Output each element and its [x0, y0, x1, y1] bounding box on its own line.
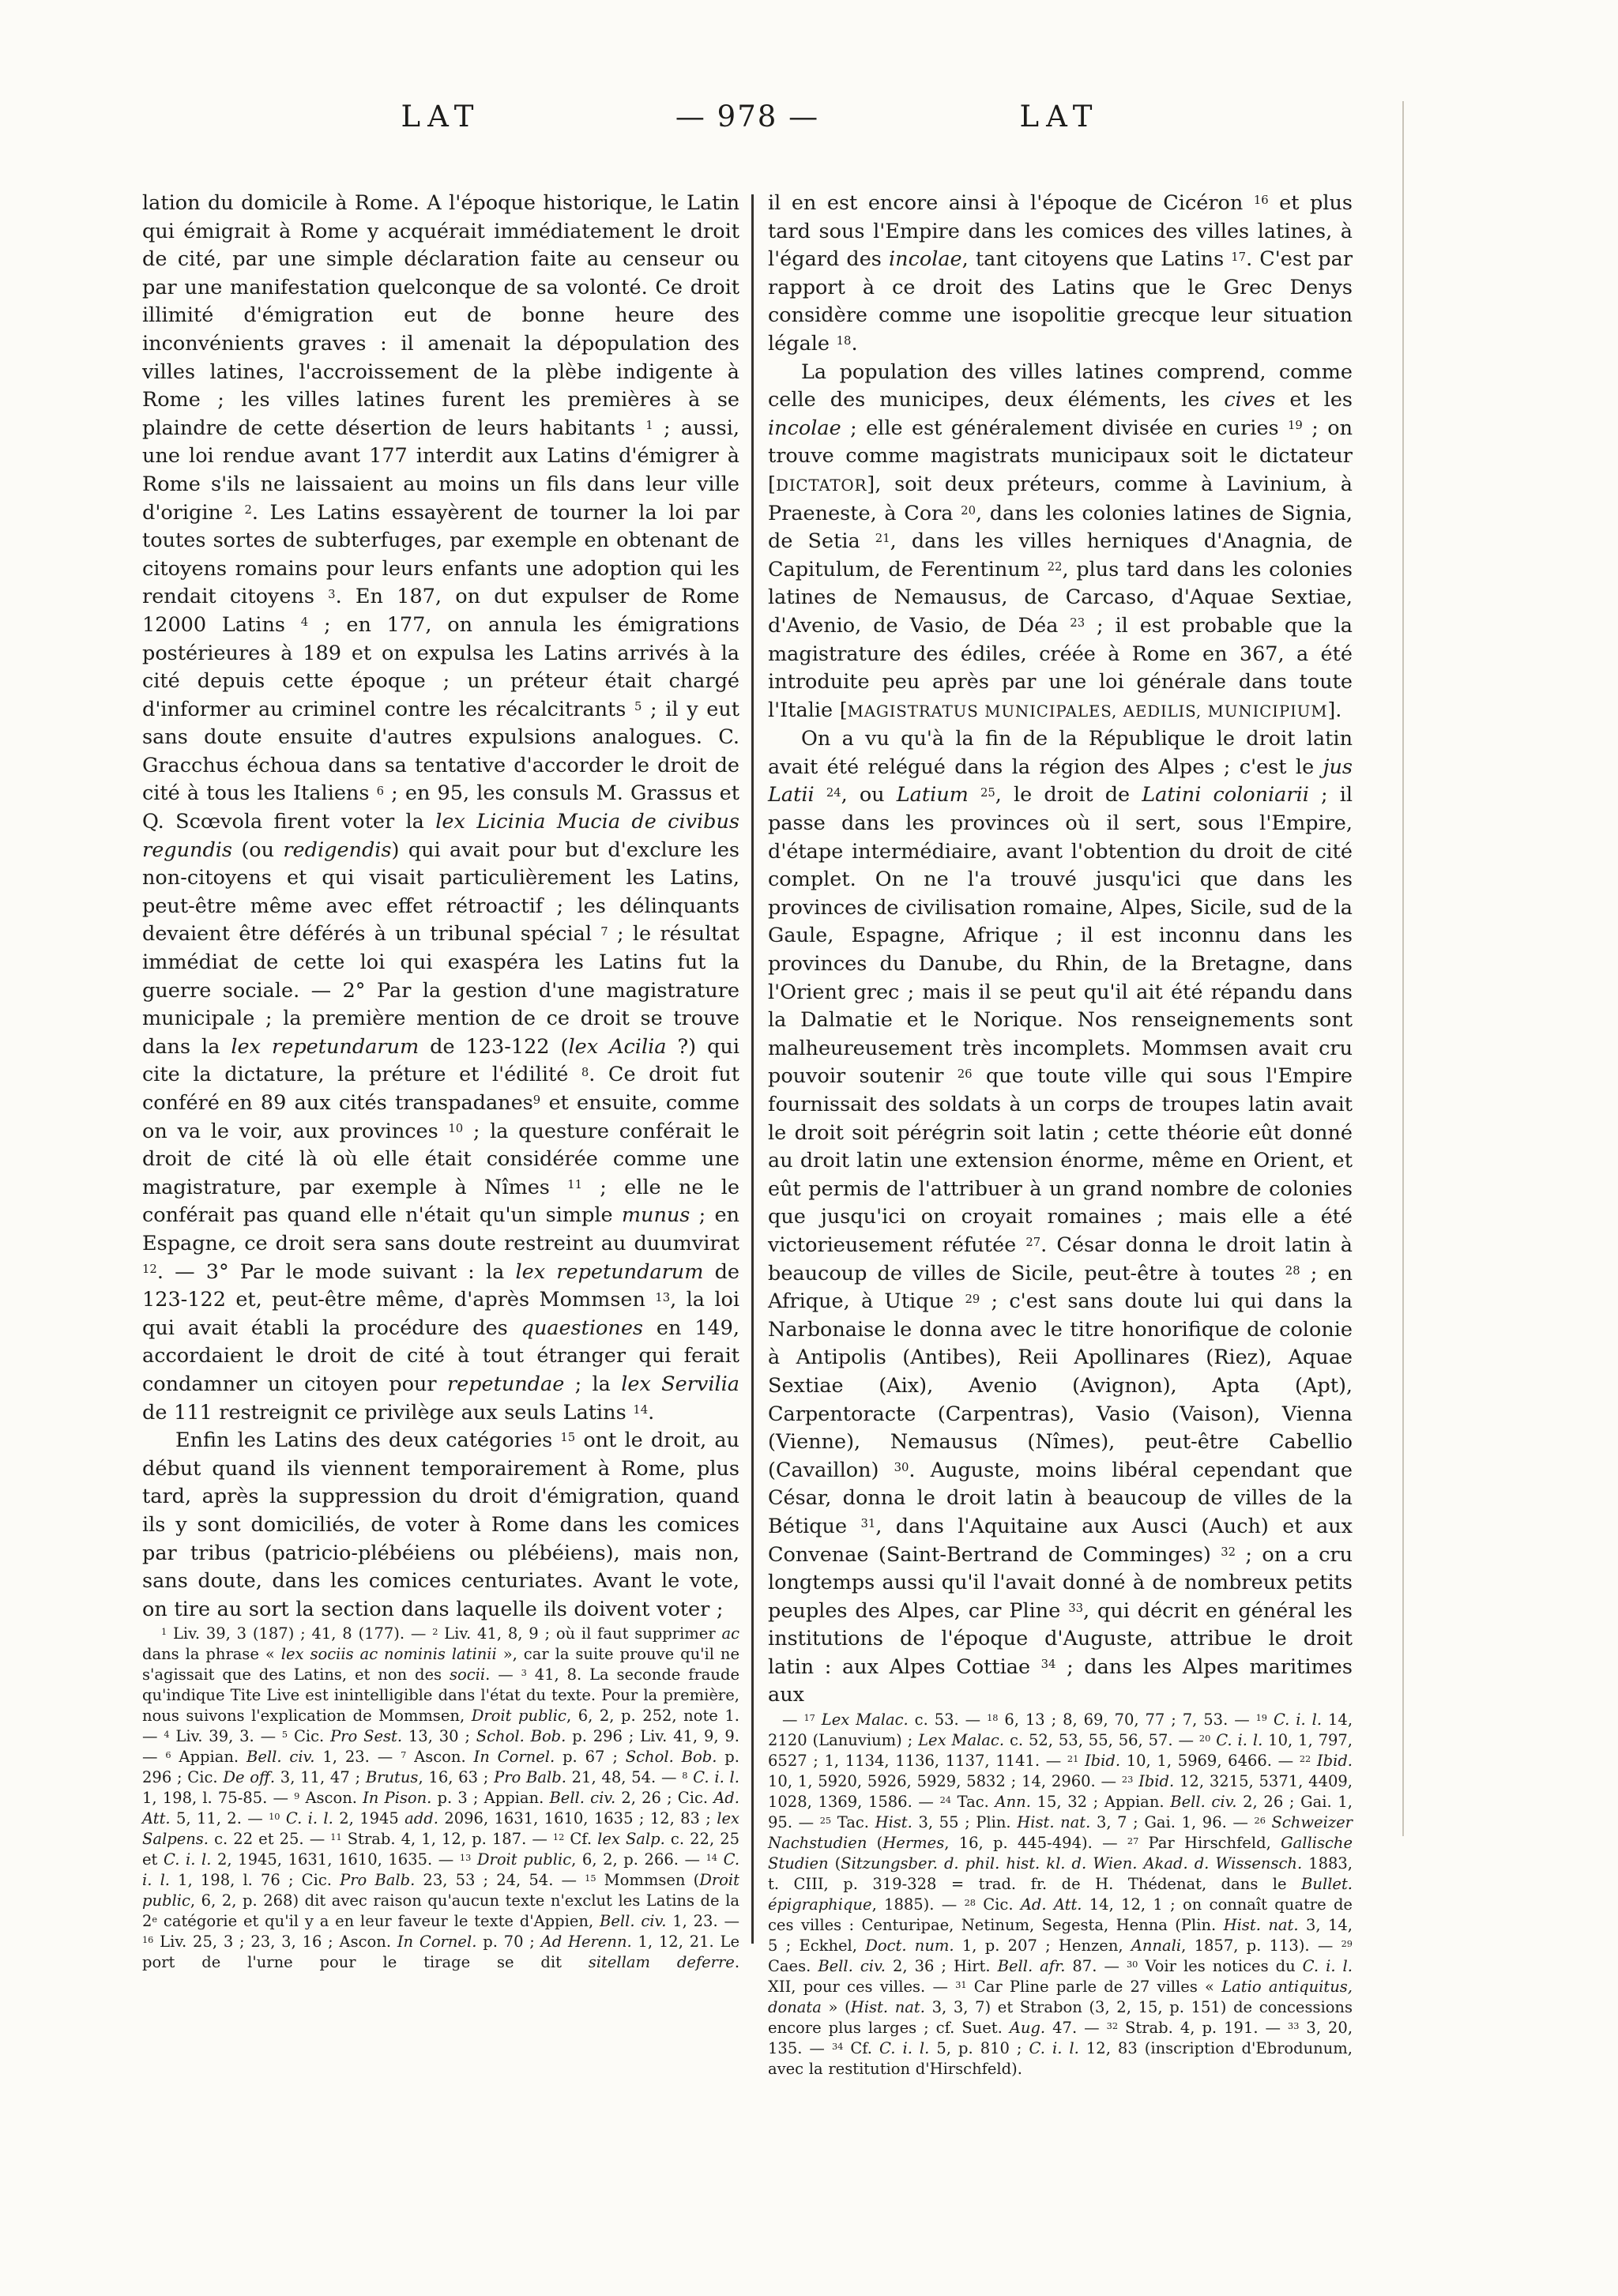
column-divider-rule: [751, 194, 754, 1944]
paragraph: lation du domicile à Rome. A l'époque historique, le Latin qui émigrait à Rome y acquérait immédiatement le droit de cité, par une simple déclaration faite au censeur ou par une manifestation quelconque de sa volonté. Ce droit illimité d'émigration eut de bonne heure des inconvénients graves : il amenait la dépopulation des villes latines, l'accroissement de la plèbe indigente à Rome ; les villes latines furent les premières à se plaindre de cette désertion de leurs habitants $^1$ ; aussi, une loi rendue avant 177 interdit aux Latins d'émigrer à Rome s'ils ne laissaient au moins un fils dans leur ville d'origine $^2$. Les Latins essayèrent de tourner la loi par toutes sortes de subterfuges, par exemple en obtenant de citoyens romains pour leurs enfants une adoption qui les rendait citoyens $^3$. En 187, on dut expulser de Rome 12000 Latins $^4$ ; en 177, on annula les émigrations postérieures à 189 et on expulsa les Latins arrivés à la cité depuis cette époque ; un préteur était chargé d'informer au criminel contre les récalcitrants $^5$ ; il y eut sans doute ensuite d'autres expulsions analogues. C. Gracchus échoua dans sa tentative d'accorder le droit de cité à tous les Italiens $^6$ ; en 95, les consuls M. Grassus et Q. Scœvola firent voter la lex Licinia Mucia de civibus regundis (ou redigendis) qui avait pour but d'exclure les non-citoyens et qui visait particulièrement les Latins, peut-être même avec effet rétroactif ; les délinquants devaient être déférés à un tribunal spécial $^7$ ; le résultat immédiat de cette loi qui exaspéra les Latins fut la guerre sociale. — 2° Par la gestion d'une magistrature municipale ; la première mention de ce droit se trouve dans la lex repetundarum de 123-122 (lex Acilia ?) qui cite la dictature, la préture et l'édilité $^8$. Ce droit fut conféré en 89 aux cités transpadanes$^9$ et ensuite, comme on va le voir, aux provinces $^{10}$ ; la questure conférait le droit de cité là où elle était considérée comme une magistrature, par exemple à Nîmes $^{11}$ ; elle ne le conférait pas quand elle n'était qu'un simple munus ; en Espagne, ce droit sera sans doute restreint au duumvirat $^{12}$. — 3° Par le mode suivant : la lex repetundarum de 123-122 et, peut-être même, d'après Mommsen $^{13}$, la loi qui avait établi la procédure des quaestiones en 149, accordaient le droit de cité à tout étranger qui ferait condamner un citoyen pour repetundae ; la lex Servilia de 111 restreignit ce privilège aux seuls Latins $^{14}$.: [142, 191, 740, 1425]
running-title-right: LAT: [1019, 100, 1100, 134]
paragraph: il en est encore ainsi à l'époque de Cicéron $^{16}$ et plus tard sous l'Empire dans les comices des villes latines, à l'égard des incolae, tant citoyens que Latins $^{17}$. C'est par rapport à ce droit des Latins que le Grec Denys considère comme une isopolitie grecque leur situation légale $^{18}$.: [768, 191, 1353, 356]
page-number: — 978 —: [675, 100, 820, 134]
page-header: [142, 100, 1353, 137]
page-fold-line: [1402, 101, 1404, 1836]
left-column: [142, 190, 740, 1972]
footnotes-right: — $^{17}$ Lex Malac. c. 53. — $^{18}$ 6, 13 ; 8, 69, 70, 77 ; 7, 53. — $^{19}$ C. i. l. 14, 2120 (Lanuvium) ; Lex Malac. c. 52, 53, 55, 56, 57. — $^{20}$ C. i. l. 10, 1, 797, 6527 ; 1, 1134, 1136, 1137, 1141. — $^{21}$ Ibid. 10, 1, 5969, 6466. — $^{22}$ Ibid. 10, 1, 5920, 5926, 5929, 5832 ; 14, 2960. — $^{23}$ Ibid. 12, 3215, 5371, 4409, 1028, 1369, 1586. — $^{24}$ Tac. Ann. 15, 32 ; Appian. Bell. civ. 2, 26 ; Gai. 1, 95. — $^{25}$ Tac. Hist. 3, 55 ; Plin. Hist. nat. 3, 7 ; Gai. 1, 96. — $^{26}$ Schweizer Nachstudien (Hermes, 16, p. 445-494). — $^{27}$ Par Hirschfeld, Gallische Studien (Sitzungsber. d. phil. hist. kl. d. Wien. Akad. d. Wissensch. 1883, t. CIII, p. 319-328 = trad. fr. de H. Thédenat, dans le Bullet. épigraphique, 1885). — $^{28}$ Cic. Ad. Att. 14, 12, 1 ; on connaît quatre de ces villes : Centuripae, Netinum, Segesta, Henna (Plin. Hist. nat. 3, 14, 5 ; Eckhel, Doct. num. 1, p. 207 ; Henzen, Annali, 1857, p. 113). — $^{29}$ Caes. Bell. civ. 2, 36 ; Hirt. Bell. afr. 87. — $^{30}$ Voir les notices du C. i. l. XII, pour ces villes. — $^{31}$ Car Pline parle de 27 villes « Latio antiquitus, donata » (Hist. nat. 3, 3, 7) et Strabon (3, 2, 15, p. 151) de concessions encore plus larges ; cf. Suet. Aug. 47. — $^{32}$ Strab. 4, p. 191. — $^{33}$ 3, 20, 135. — $^{34}$ Cf. C. i. l. 5, p. 810 ; C. i. l. 12, 83 (inscription d'Ebrodunum, avec la restitution d'Hirschfeld).: [768, 1711, 1353, 2079]
footnotes-left: $^1$ Liv. 39, 3 (187) ; 41, 8 (177). — $^2$ Liv. 41, 8, 9 ; où il faut supprimer ac dans la phrase « lex sociis ac nominis latinii », car la suite prouve qu'il ne s'agissait que des Latins, et non des socii. — $^3$ 41, 8. La seconde fraude qu'indique Tite Live est inintelligible dans l'état du texte. Pour la première, nous suivons l'explication de Mommsen, Droit public, 6, 2, p. 252, note 1. — $^4$ Liv. 39, 3. — $^5$ Cic. Pro Sest. 13, 30 ; Schol. Bob. p. 296 ; Liv. 41, 9, 9. — $^6$ Appian. Bell. civ. 1, 23. — $^7$ Ascon. In Cornel. p. 67 ; Schol. Bob. p. 296 ; Cic. De off. 3, 11, 47 ; Brutus, 16, 63 ; Pro Balb. 21, 48, 54. — $^8$ C. i. l. 1, 198, l. 75-85. — $^9$ Ascon. In Pison. p. 3 ; Appian. Bell. civ. 2, 26 ; Cic. Ad. Att. 5, 11, 2. — $^{10}$ C. i. l. 2, 1945 add. 2096, 1631, 1610, 1635 ; 12, 83 ; lex Salpens. c. 22 et 25. — $^{11}$ Strab. 4, 1, 12, p. 187. — $^{12}$ Cf. lex Salp. c. 22, 25 et C. i. l. 2, 1945, 1631, 1610, 1635. — $^{13}$ Droit public, 6, 2, p. 266. — $^{14}$ C. i. l. 1, 198, l. 76 ; Cic. Pro Balb. 23, 53 ; 24, 54. — $^{15}$ Mommsen (Droit public, 6, 2, p. 268) dit avec raison qu'aucun texte n'exclut les Latins de la 2e catégorie et qu'il y a en leur faveur le texte d'Appien, Bell. civ. 1, 23. — $^{16}$ Liv. 25, 3 ; 23, 3, 16 ; Ascon. In Cornel. p. 70 ; Ad Herenn. 1, 12, 21. Le port de l'urne pour le tirage se dit sitellam deferre.: [142, 1624, 740, 1972]
paragraph: La population des villes latines comprend, comme celle des municipes, deux éléments, les cives et les incolae ; elle est généralement divisée en curies $^{19}$ ; on trouve comme magistrats municipaux soit le dictateur [DICTATOR], soit deux préteurs, comme à Lavinium, à Praeneste, à Cora $^{20}$, dans les colonies latines de Signia, de Setia $^{21}$, dans les villes herniques d'Anagnia, de Capitulum, de Ferentinum $^{22}$, plus tard dans les colonies latines de Nemausus, de Carcaso, d'Aquae Sextiae, d'Avenio, de Vasio, de Déa $^{23}$ ; il est probable que la magistrature des édiles, créée à Rome en 367, a été introduite peu après par une loi générale dans toute l'Italie [MAGISTRATUS MUNICIPALES, AEDILIS, MUNICIPIUM].: [768, 359, 1353, 722]
paragraph: On a vu qu'à la fin de la République le droit latin avait été relégué dans la région des Alpes ; c'est le jus Latii $^{24}$, ou Latium $^{25}$, le droit de Latini coloniarii ; il passe dans les provinces où il sert, sous l'Empire, d'étape intermédiaire, avant l'obtention du droit de cité complet. On ne l'a trouvé jusqu'ici que dans les provinces de civilisation romaine, Alpes, Sicile, sud de la Gaule, Espagne, Afrique ; il est inconnu dans les provinces du Danube, du Rhin, de la Bretagne, dans l'Orient grec ; mais il se peut qu'il ait été répandu dans la Dalmatie et le Norique. Nos renseignements sont malheureusement très incomplets. Mommsen avait cru pouvoir soutenir $^{26}$ que toute ville qui sous l'Empire fournissait des soldats à un corps de troupes latin avait le droit soit pérégrin soit latin ; cette théorie eût donné au droit latin une extension énorme, même en Orient, et eût permis de l'attribuer à un grand nombre de colonies que jusqu'ici on croyait romaines ; mais elle a été victorieusement réfutée $^{27}$. César donna le droit latin à beaucoup de villes de Sicile, peut-être à toutes $^{28}$ ; en Afrique, à Utique $^{29}$ ; c'est sans doute lui qui dans la Narbonaise le donna avec le titre honorifique de colonie à Antipolis (Antibes), Reii Apollinares (Riez), Aquae Sextiae (Aix), Avenio (Avignon), Apta (Apt), Carpentoracte (Carpentras), Vasio (Vaison), Vienna (Vienne), Nemausus (Nîmes), peut-être Cabellio (Cavaillon) $^{30}$. Auguste, moins libéral cependant que César, donna le droit latin à beaucoup de villes de la Bétique $^{31}$, dans l'Aquitaine aux Ausci (Auch) et aux Convenae (Saint-Bertrand de Comminges) $^{32}$ ; on a cru longtemps aussi qu'il l'avait donné à de nombreux petits peuples des Alpes, car Pline $^{33}$, qui décrit en général les institutions de l'époque d'Auguste, attribue le droit latin : aux Alpes Cottiae $^{34}$ ; dans les Alpes maritimes aux: [768, 727, 1353, 1707]
right-column: [768, 190, 1353, 2079]
running-title-left: LAT: [401, 100, 481, 134]
paragraph: Enfin les Latins des deux catégories $^{15}$ ont le droit, au début quand ils viennent temporairement à Rome, plus tard, après la suppression du droit d'émigration, quand ils y sont domiciliés, de voter à Rome dans les comices par tribus (patricio-plébéiens ou plébéiens), mais non, sans doute, dans les comices centuriates. Avant le vote, on tire au sort la section dans laquelle ils doivent voter ;: [142, 1428, 739, 1621]
